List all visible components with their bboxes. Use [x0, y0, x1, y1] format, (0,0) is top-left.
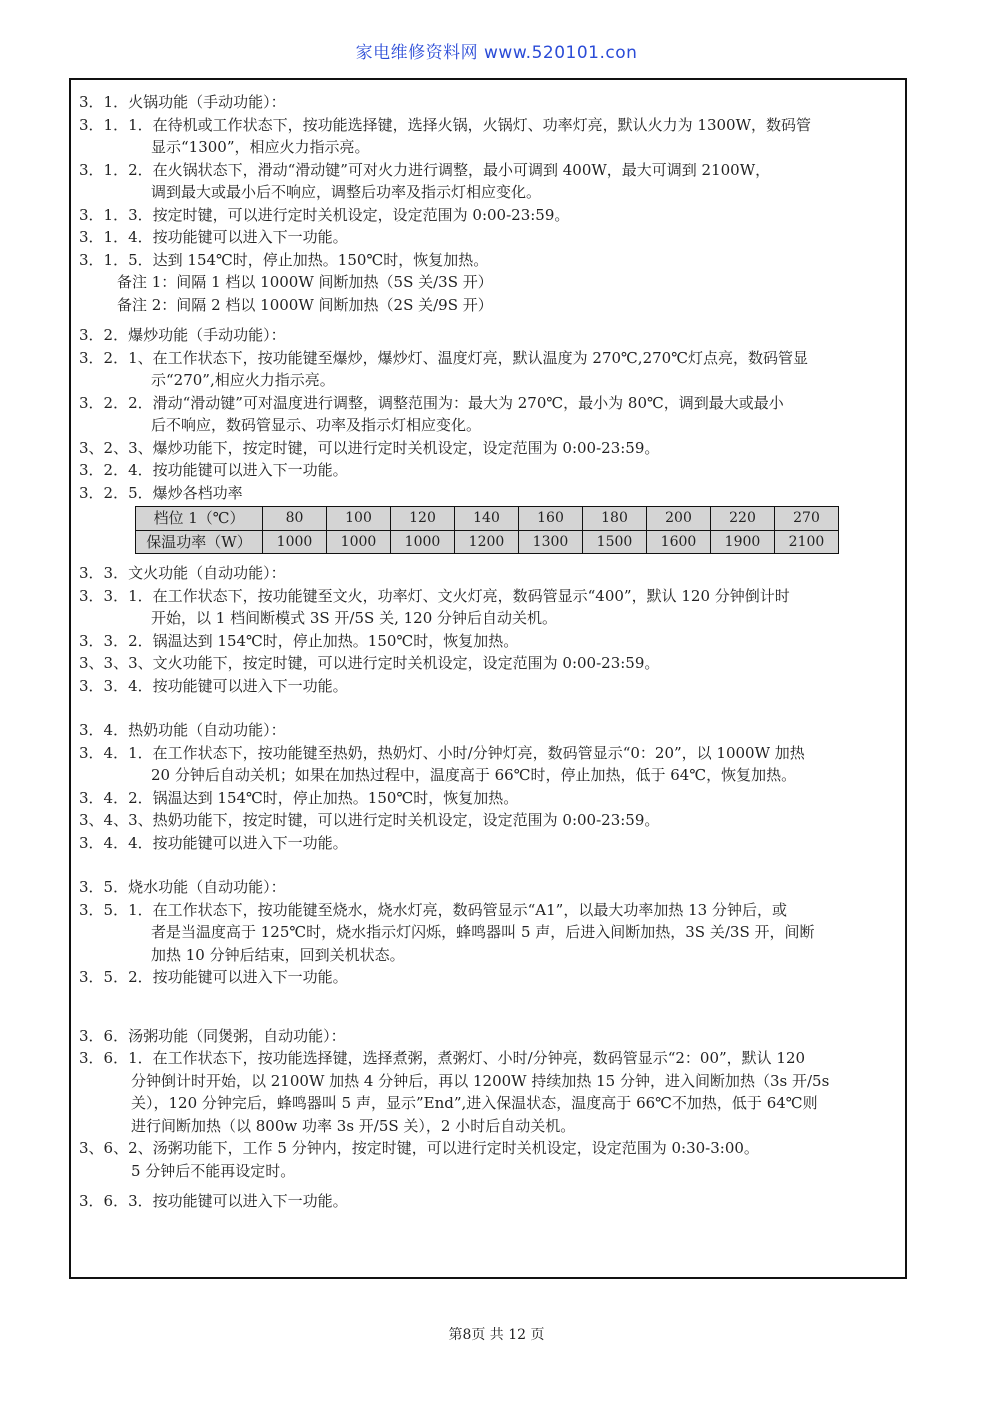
text-line: 3．4．1．在工作状态下，按功能键至热奶，热奶灯、小时/分钟灯亮，数码管显示“0：20”，以 1000W 加热 — [79, 743, 805, 762]
page-number: 第8页 共 12 页 — [448, 1327, 545, 1343]
text-line: 3．2．5．爆炒各档功率 — [79, 483, 243, 502]
table-cell: 180 — [583, 507, 647, 531]
table-cell: 80 — [263, 507, 327, 531]
text-line: 3．6．1．在工作状态下，按功能选择键，选择煮粥，煮粥灯、小时/分钟亮，数码管显示“2：00”，默认 120 — [79, 1049, 806, 1067]
table-cell: 140 — [455, 507, 519, 531]
site-header: 家电维修资料网 www.520101.con — [355, 43, 638, 63]
table-cell: 200 — [647, 507, 711, 531]
note-line: 备注 1：间隔 1 档以 1000W 间断加热（5S 关/3S 开） — [117, 273, 493, 291]
table-cell: 220 — [711, 507, 775, 531]
table-row — [136, 507, 839, 531]
table-cell: 1300 — [519, 530, 583, 554]
text-line: 3．4．4．按功能键可以进入下一功能。 — [79, 833, 348, 852]
text-line: 3．3．1．在工作状态下，按功能键至文火，功率灯、文火灯亮，数码管显示“400”，默认 120 分钟倒计时 — [79, 586, 790, 605]
text-line: 后不响应，数码管显示、功率及指示灯相应变化。 — [151, 416, 482, 434]
section-heading: 3．3．文火功能（自动功能）： — [79, 564, 286, 582]
table-cell: 120 — [391, 507, 455, 531]
text-line: 显示“1300”，相应火力指示亮。 — [151, 138, 370, 156]
table-cell: 100 — [327, 507, 391, 531]
section-heading: 3．1．火锅功能（手动功能）： — [79, 93, 286, 111]
text-line: 3．3．4．按功能键可以进入下一功能。 — [79, 676, 348, 695]
text-line: 开始，以 1 档间断模式 3S 开/5S 关, 120 分钟后自动关机。 — [151, 609, 558, 627]
table-cell: 1900 — [711, 530, 775, 554]
table-row-label: 保温功率（W） — [136, 530, 263, 554]
table-cell: 160 — [519, 507, 583, 531]
text-line: 3．2．4．按功能键可以进入下一功能。 — [79, 461, 348, 479]
text-line: 3．1．3．按定时键，可以进行定时关机设定，设定范围为 0:00-23:59。 — [79, 205, 570, 224]
text-line: 3．2．2．滑动“滑动键”可对温度进行调整，调整范围为：最大为 270℃，最小为 80℃，调到最大或最小 — [79, 393, 784, 412]
text-line: 3．5．1．在工作状态下，按功能键至烧水，烧水灯亮，数码管显示“A1”，以最大功率加热 13 分钟后，或 — [79, 900, 787, 919]
table-row — [136, 530, 839, 554]
table-row-label: 档位 1（℃） — [136, 507, 263, 531]
section-heading: 3．6．汤粥功能（同煲粥，自动功能）： — [79, 1026, 346, 1045]
text-line: 3．6．3．按功能键可以进入下一功能。 — [79, 1192, 348, 1210]
document-content — [79, 91, 904, 1213]
text-line: 5 分钟后不能再设定时。 — [131, 1161, 296, 1180]
text-line: 加热 10 分钟后结束，回到关机状态。 — [151, 945, 405, 964]
power-table — [135, 506, 839, 554]
table-cell: 1000 — [391, 530, 455, 554]
text-line: 示“270”,相应火力指示亮。 — [151, 371, 335, 389]
text-line: 分钟倒计时开始，以 2100W 加热 4 分钟后，再以 1200W 持续加热 15 分钟，进入间断加热（3s 开/5s — [131, 1071, 830, 1090]
text-line: 3、3、3、文火功能下，按定时键，可以进行定时关机设定，设定范围为 0:00-23:59。 — [79, 654, 660, 672]
text-line: 3．5．2．按功能键可以进入下一功能。 — [79, 968, 348, 986]
table-cell: 1000 — [263, 530, 327, 554]
text-line: 调到最大或最小后不响应，调整后功率及指示灯相应变化。 — [151, 183, 542, 201]
table-cell: 1600 — [647, 530, 711, 554]
table-cell: 270 — [775, 507, 839, 531]
text-line: 者是当温度高于 125℃时，烧水指示灯闪烁，蜂鸣器叫 5 声，后进入间断加热，3S 关/3S 开，间断 — [151, 923, 815, 941]
text-line: 3、6、2、汤粥功能下，工作 5 分钟内，按定时键，可以进行定时关机设定，设定范围为 0:30-3:00。 — [79, 1139, 759, 1157]
text-line: 3、4、3、热奶功能下，按定时键，可以进行定时关机设定，设定范围为 0:00-23:59。 — [79, 811, 660, 829]
text-line: 20 分钟后自动关机；如果在加热过程中，温度高于 66℃时，停止加热，低于 64℃，恢复加热。 — [151, 766, 797, 784]
text-line: 3．1．4．按功能键可以进入下一功能。 — [79, 228, 348, 246]
text-line: 3．1．5．达到 154℃时，停止加热。150℃时，恢复加热。 — [79, 250, 489, 269]
text-line: 3．1．2．在火锅状态下，滑动“滑动键”可对火力进行调整，最小可调到 400W，最大可调到 2100W， — [79, 160, 771, 179]
text-line: 3、2、3、爆炒功能下，按定时键，可以进行定时关机设定，设定范围为 0:00-23:59。 — [79, 438, 660, 457]
section-heading: 3．4．热奶功能（自动功能）： — [79, 721, 286, 739]
note-line: 备注 2：间隔 2 档以 1000W 间断加热（2S 关/9S 开） — [117, 295, 493, 314]
table-cell: 2100 — [775, 530, 839, 554]
text-line: 进行间断加热（以 800w 功率 3s 开/5S 关），2 小时后自动关机。 — [131, 1116, 576, 1135]
text-line: 关），120 分钟完后，蜂鸣器叫 5 声，显示”End”,进入保温状态，温度高于 66℃不加热，低于 64℃则 — [131, 1094, 818, 1112]
text-line: 3．4．2．锅温达到 154℃时，停止加热。150℃时，恢复加热。 — [79, 788, 519, 807]
table-cell: 1500 — [583, 530, 647, 554]
section-heading: 3．2．爆炒功能（手动功能）： — [79, 326, 286, 344]
section-heading: 3．5．烧水功能（自动功能）： — [79, 878, 286, 896]
text-line: 3．3．2．锅温达到 154℃时，停止加热。150℃时，恢复加热。 — [79, 631, 519, 650]
text-line: 3．2．1、在工作状态下，按功能键至爆炒，爆炒灯、温度灯亮，默认温度为 270℃,270℃灯点亮，数码管显 — [79, 348, 808, 367]
table-cell: 1200 — [455, 530, 519, 554]
table-cell: 1000 — [327, 530, 391, 554]
text-line: 3．1．1．在待机或工作状态下，按功能选择键，选择火锅，火锅灯、功率灯亮，默认火力为 1300W，数码管 — [79, 115, 811, 134]
